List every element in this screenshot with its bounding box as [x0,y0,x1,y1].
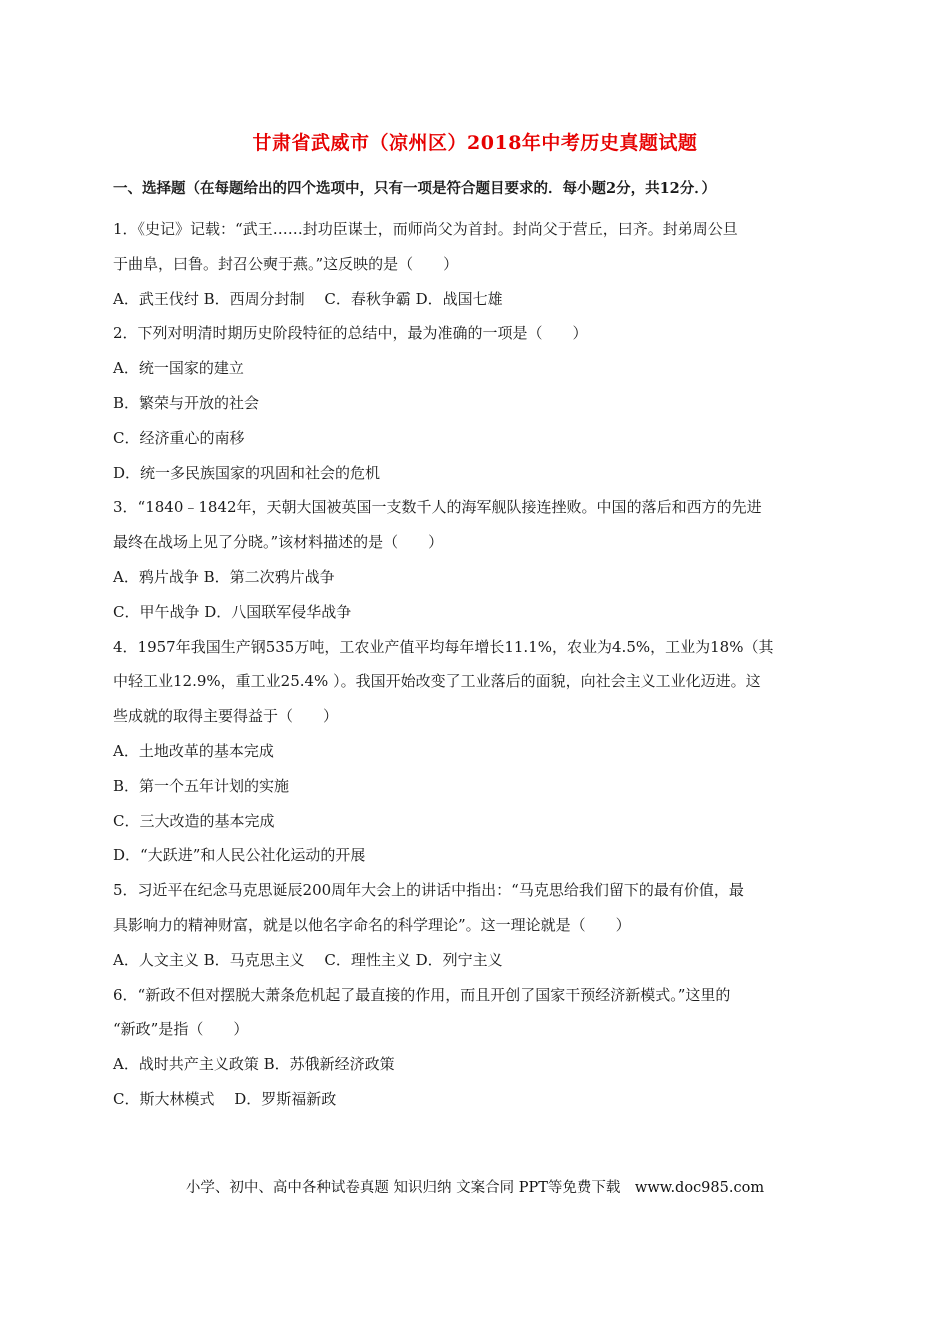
question-line: 于曲阜，曰鲁。封召公奭于燕。”这反映的是（ ） [113,254,459,273]
answer-option: A．土地改革的基本完成 [113,741,274,760]
answer-option: D．“大跃进”和人民公社化运动的开展 [113,846,366,865]
question-4 [113,630,848,874]
question-1 [113,212,848,316]
answer-options: A．鸦片战争 B．第二次鸦片战争 [113,567,335,586]
question-6 [113,978,848,1117]
question-2 [113,316,848,490]
answer-options: A．战时共产主义政策 B．苏俄新经济政策 [113,1055,395,1074]
question-line: 1．《史记》记载：“武王……封功臣谋士，而师尚父为首封。封尚父于营丘，曰齐。封弟周公旦 [113,220,738,238]
question-line: 具影响力的精神财富，就是以他名字命名的科学理论”。这一理论就是（ ） [113,915,631,934]
question-5 [113,873,848,977]
answer-option: C．三大改造的基本完成 [113,811,275,830]
question-line: 5．习近平在纪念马克思诞辰200周年大会上的讲话中指出：“马克思给我们留下的最有价值，最 [113,881,744,900]
question-line: 些成就的取得主要得益于（ ） [113,707,339,726]
question-line: 最终在战场上见了分晓。”该材料描述的是（ ） [113,533,444,552]
question-line: 3．“1840﹣1842年，天朝大国被英国一支数千人的海军舰队接连挫败。中国的落后和西方的先进 [113,498,762,517]
answer-options: A．人文主义 B．马克思主义 C．理性主义 D．列宁主义 [113,950,503,969]
answer-option: D．统一多民族国家的巩固和社会的危机 [113,463,381,482]
question-line: 中轻工业12.9%，重工业25.4% ）。我国开始改变了工业落后的面貌，向社会主义工业化迈进。这 [113,672,761,691]
answer-option: B．第一个五年计划的实施 [113,776,290,795]
answer-options: C．甲午战争 D．八国联军侵华战争 [113,602,352,621]
question-line: 4．1957年我国生产钢535万吨，工农业产值平均每年增长11.1%，农业为4.5%，工业为18%（其 [113,637,774,656]
answer-options: A．武王伐纣 B．西周分封制 C．春秋争霸 D．战国七雄 [113,289,503,308]
question-line: 2．下列对明清时期历史阶段特征的总结中，最为准确的一项是（ ） [113,324,588,343]
answer-option: B．繁荣与开放的社会 [113,393,260,412]
answer-option: C．经济重心的南移 [113,428,245,447]
answer-options: C．斯大林模式 D．罗斯福新政 [113,1089,337,1108]
answer-option: A．统一国家的建立 [113,359,244,378]
section-heading: 一、选择题（在每题给出的四个选项中，只有一项是符合题目要求的．每小题2分，共12分．） [113,180,717,197]
question-line: “新政”是指（ ） [113,1020,249,1039]
exam-content [113,178,848,1117]
exam-title: 甘肃省武威市（凉州区）2018年中考历史真题试题 [252,132,698,154]
question-3 [113,490,848,629]
page-footer: 小学、初中、高中各种试卷真题 知识归纳 文案合同 PPT等免费下载 www.doc985.com [185,1180,765,1196]
question-line: 6．“新政不但对摆脱大萧条危机起了最直接的作用，而且开创了国家干预经济新模式。”这里的 [113,985,731,1004]
